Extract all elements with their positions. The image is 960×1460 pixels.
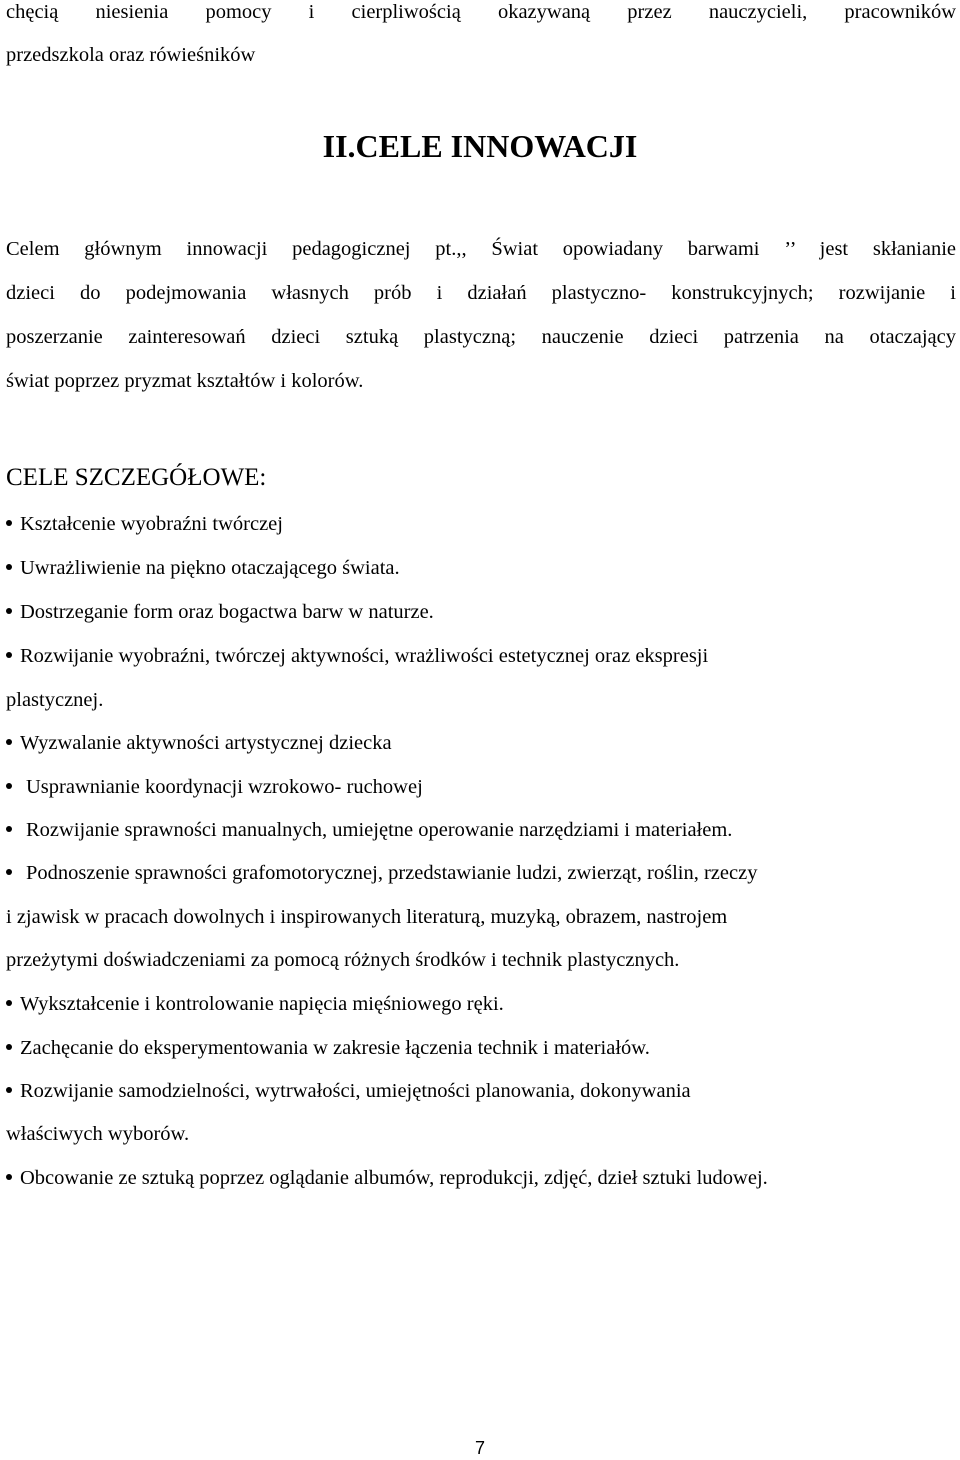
- bullet-icon: [6, 608, 12, 614]
- goal-item: [6, 992, 504, 1016]
- goal-item: [6, 600, 434, 624]
- goal-text: Rozwijanie samodzielności, wytrwałości, umiejętności planowania, dokonywania: [20, 1080, 691, 1102]
- goal-continuation: i zjawisk w pracach dowolnych i inspirowanych literaturą, muzyką, obrazem, nastrojem: [6, 906, 728, 928]
- goal-text: Zachęcanie do eksperymentowania w zakresie łączenia technik i materiałów.: [20, 1037, 650, 1059]
- section-heading: II.CELE INNOWACJI: [322, 128, 638, 164]
- bullet-icon: [6, 1087, 12, 1093]
- bullet-icon: [6, 564, 12, 570]
- main-goal-line-1: Celem głównym innowacji pedagogicznej pt.,, Świat opowiadany barwami ’’ jest skłanianie: [6, 238, 956, 260]
- goal-item: [6, 512, 283, 536]
- goal-item: [6, 861, 757, 885]
- goal-item: [6, 818, 732, 842]
- goal-item: [6, 556, 400, 580]
- intro-line-1: chęcią niesienia pomocy i cierpliwością okazywaną przez nauczycieli, pracowników: [6, 1, 956, 23]
- goal-text: Usprawnianie koordynacji wzrokowo- ruchowej: [26, 776, 423, 798]
- goal-text: Podnoszenie sprawności grafomotorycznej, przedstawianie ludzi, zwierząt, roślin, rzeczy: [26, 862, 758, 884]
- bullet-icon: [6, 652, 12, 658]
- goal-continuation: właściwych wyborów.: [6, 1123, 190, 1145]
- goal-text: Obcowanie ze sztuką poprzez oglądanie albumów, reprodukcji, zdjęć, dzieł sztuki ludowej.: [20, 1167, 768, 1189]
- bullet-icon: [6, 739, 12, 745]
- goal-item: [6, 775, 423, 799]
- bullet-icon: [6, 783, 12, 789]
- main-goal-line-4: świat poprzez pryzmat kształtów i kolorów.: [6, 370, 364, 392]
- goal-item: [6, 1036, 650, 1060]
- bullet-icon: [6, 1174, 12, 1180]
- goal-text: Dostrzeganie form oraz bogactwa barw w naturze.: [20, 601, 434, 623]
- goal-text: Rozwijanie sprawności manualnych, umiejętne operowanie narzędziami i materiałem.: [26, 819, 733, 841]
- goal-item: [6, 731, 392, 755]
- bullet-icon: [6, 1000, 12, 1006]
- goal-text: Wyzwalanie aktywności artystycznej dziecka: [20, 732, 392, 754]
- bullet-icon: [6, 520, 12, 526]
- main-goal-line-2: dzieci do podejmowania własnych prób i działań plastyczno- konstrukcyjnych; rozwijanie i: [6, 282, 956, 304]
- detailed-goals-heading: CELE SZCZEGÓŁOWE:: [6, 464, 267, 491]
- bullet-icon: [6, 869, 12, 875]
- goal-text: Wykształcenie i kontrolowanie napięcia mięśniowego ręki.: [20, 993, 504, 1015]
- goal-continuation: przeżytymi doświadczeniami za pomocą różnych środków i technik plastycznych.: [6, 949, 680, 971]
- goal-item: [6, 644, 708, 668]
- page-number: 7: [474, 1438, 485, 1458]
- goal-continuation: plastycznej.: [6, 689, 104, 711]
- intro-line-2: przedszkola oraz rówieśników: [6, 44, 256, 66]
- main-goal-line-3: poszerzanie zainteresowań dzieci sztuką plastyczną; nauczenie dzieci patrzenia na otaczający: [6, 326, 956, 348]
- goal-text: Kształcenie wyobraźni twórczej: [20, 513, 283, 535]
- bullet-icon: [6, 826, 12, 832]
- bullet-icon: [6, 1044, 12, 1050]
- goal-text: Rozwijanie wyobraźni, twórczej aktywności, wrażliwości estetycznej oraz ekspresji: [20, 645, 709, 667]
- goal-text: Uwrażliwienie na piękno otaczającego świata.: [20, 557, 400, 579]
- goal-item: [6, 1079, 691, 1103]
- goal-item: [6, 1166, 768, 1190]
